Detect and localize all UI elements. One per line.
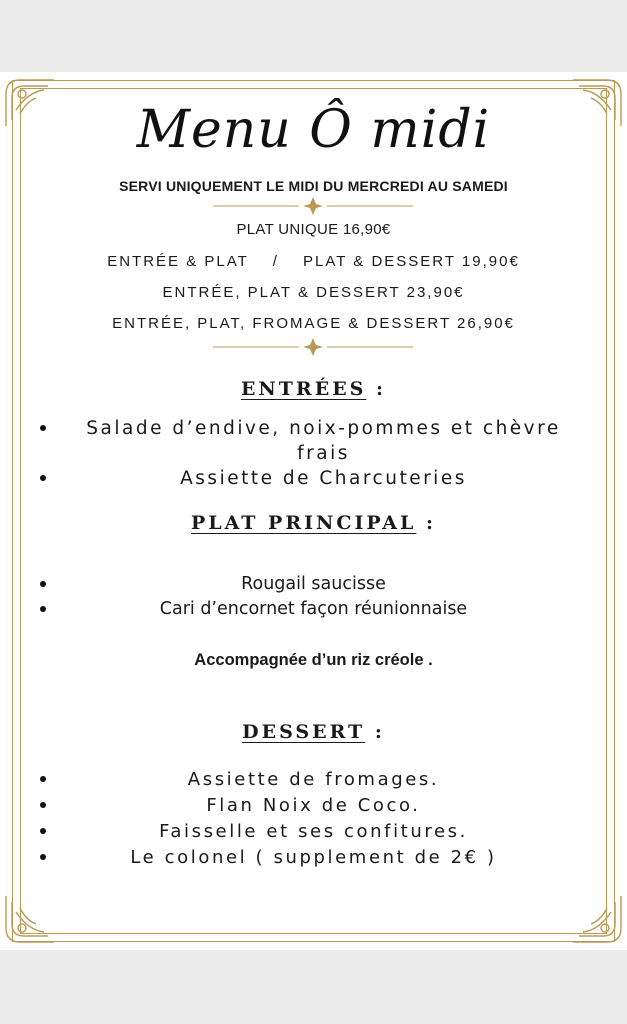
star-divider-icon bbox=[213, 196, 413, 216]
list-item bbox=[0, 767, 627, 793]
list-item bbox=[0, 793, 627, 819]
menu-subtitle: SERVI UNIQUEMENT LE MIDI DU MERCREDI AU SAMEDI bbox=[119, 178, 508, 194]
bullet-icon bbox=[40, 425, 46, 431]
bullet-icon bbox=[40, 828, 46, 834]
heading-text: PLAT PRINCIPAL bbox=[190, 512, 417, 534]
accompaniment-note: Accompagnée d’un riz créole . bbox=[194, 651, 433, 669]
heading-colon: : bbox=[426, 512, 437, 534]
price-entree-plat: ENTRÉE & PLAT bbox=[107, 253, 249, 270]
item-text: Assiette de fromages. bbox=[187, 769, 440, 790]
section-heading-entrees bbox=[0, 378, 627, 400]
item-text: Salade d’endive, noix-pommes et chèvre frais bbox=[86, 418, 561, 464]
price-full-menu: ENTRÉE, PLAT, FROMAGE & DESSERT 26,90€ bbox=[112, 315, 515, 332]
corner-ornament-icon bbox=[569, 892, 625, 948]
price-plat-dessert: PLAT & DESSERT 19,90€ bbox=[302, 253, 520, 270]
bullet-icon bbox=[40, 854, 46, 860]
price-formula-two bbox=[0, 253, 627, 270]
bullet-icon bbox=[40, 475, 46, 481]
item-text: Le colonel ( supplement de 2€ ) bbox=[130, 847, 497, 868]
item-text: Flan Noix de Coco. bbox=[206, 795, 421, 816]
item-text: Cari d’encornet façon réunionnaise bbox=[159, 599, 468, 619]
list-item bbox=[0, 572, 627, 597]
star-divider-icon bbox=[213, 337, 413, 357]
list-item bbox=[60, 466, 587, 491]
price-entree-plat-dessert: ENTRÉE, PLAT & DESSERT 23,90€ bbox=[162, 284, 465, 301]
section-heading-plat bbox=[0, 512, 627, 534]
list-item bbox=[0, 845, 627, 871]
entrees-list bbox=[60, 416, 587, 491]
item-text: Rougail saucisse bbox=[241, 574, 386, 594]
bullet-icon bbox=[40, 802, 46, 808]
plat-list bbox=[0, 572, 627, 622]
item-text: Assiette de Charcuteries bbox=[180, 468, 467, 489]
heading-text: ENTRÉES bbox=[240, 378, 367, 400]
section-heading-dessert bbox=[0, 721, 627, 743]
list-item bbox=[0, 819, 627, 845]
heading-text: DESSERT bbox=[242, 721, 366, 743]
price-separator: / bbox=[272, 253, 279, 270]
list-item bbox=[0, 597, 627, 622]
bullet-icon bbox=[40, 606, 46, 612]
dessert-list bbox=[0, 767, 627, 871]
bullet-icon bbox=[40, 581, 46, 587]
menu-card bbox=[0, 72, 627, 950]
heading-colon: : bbox=[376, 378, 387, 400]
item-text: Faisselle et ses confitures. bbox=[159, 821, 468, 842]
corner-ornament-icon bbox=[2, 892, 58, 948]
bullet-icon bbox=[40, 776, 46, 782]
price-plat-unique: PLAT UNIQUE 16,90€ bbox=[236, 221, 391, 238]
menu-title: Menu Ô midi bbox=[136, 100, 491, 160]
list-item bbox=[60, 416, 587, 466]
heading-colon: : bbox=[374, 721, 385, 743]
